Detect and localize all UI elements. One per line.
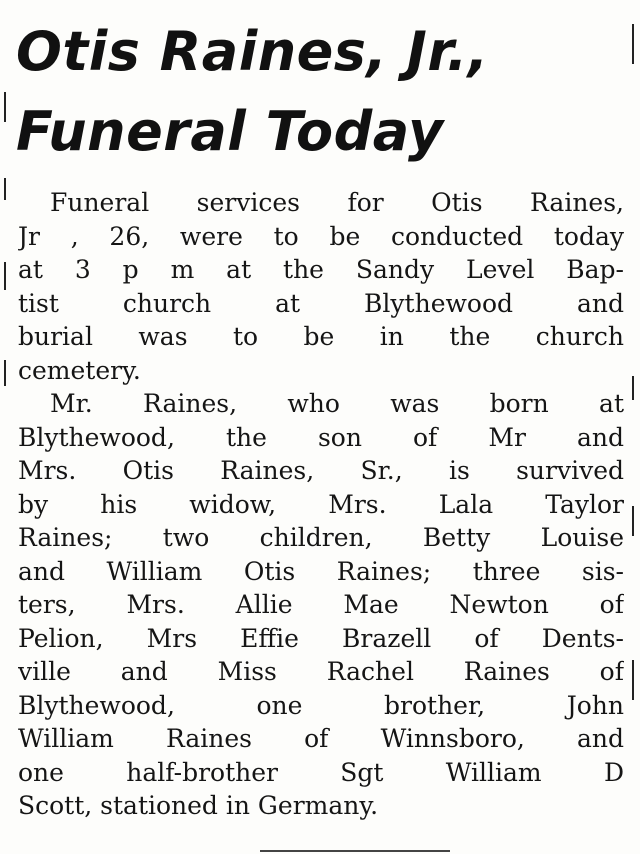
clipping-edge-left [4, 92, 6, 122]
text-line: Pelion, Mrs Effie Brazell of Dents- [18, 623, 624, 653]
text-line: Mr. Raines, who was born at [50, 389, 624, 418]
text-line: by his widow, Mrs. Lala Taylor [18, 489, 624, 519]
text-line: ters, Mrs. Allie Mae Newton of [18, 590, 624, 619]
text-line: tist church at Blythewood and [18, 288, 624, 318]
headline-line-1: Otis Raines, Jr., [16, 20, 489, 83]
text-line: ville and Miss Rachel Raines of [18, 657, 624, 686]
text-line: Jr , 26, were to be conducted today [18, 221, 624, 251]
text-line: and William Otis Raines; three sis- [18, 556, 624, 586]
text-line: cemetery. [18, 355, 141, 385]
headline [16, 12, 616, 172]
text-line: at 3 p m at the Sandy Level Bap- [18, 255, 624, 284]
clipping-edge-right [632, 660, 634, 700]
text-line: Scott, stationed in Germany. [18, 791, 379, 820]
article-body [18, 186, 624, 823]
text-line: William Raines of Winnsboro, and [18, 724, 624, 753]
text-line: burial was to be in the church [18, 322, 624, 351]
clipping-edge-left [4, 360, 6, 386]
text-line: Mrs. Otis Raines, Sr., is survived [18, 456, 624, 485]
text-line: Raines; two children, Betty Louise [18, 523, 624, 552]
paragraph-2 [18, 387, 624, 823]
text-line: Funeral services for Otis Raines, [50, 188, 624, 217]
text-line: Blythewood, one brother, John [18, 690, 624, 720]
clipping-edge-right [632, 376, 634, 400]
text-line: Blythewood, the son of Mr and [18, 422, 624, 452]
clipping-edge-left [4, 178, 6, 200]
clipping-edge-right [632, 24, 634, 64]
text-line: one half-brother Sgt William D [18, 757, 624, 787]
headline-line-2: Funeral Today [16, 100, 444, 163]
clipping-edge-left [4, 262, 6, 290]
column-rule [260, 850, 450, 852]
clipping-edge-right [632, 506, 634, 536]
paragraph-1 [18, 186, 624, 387]
